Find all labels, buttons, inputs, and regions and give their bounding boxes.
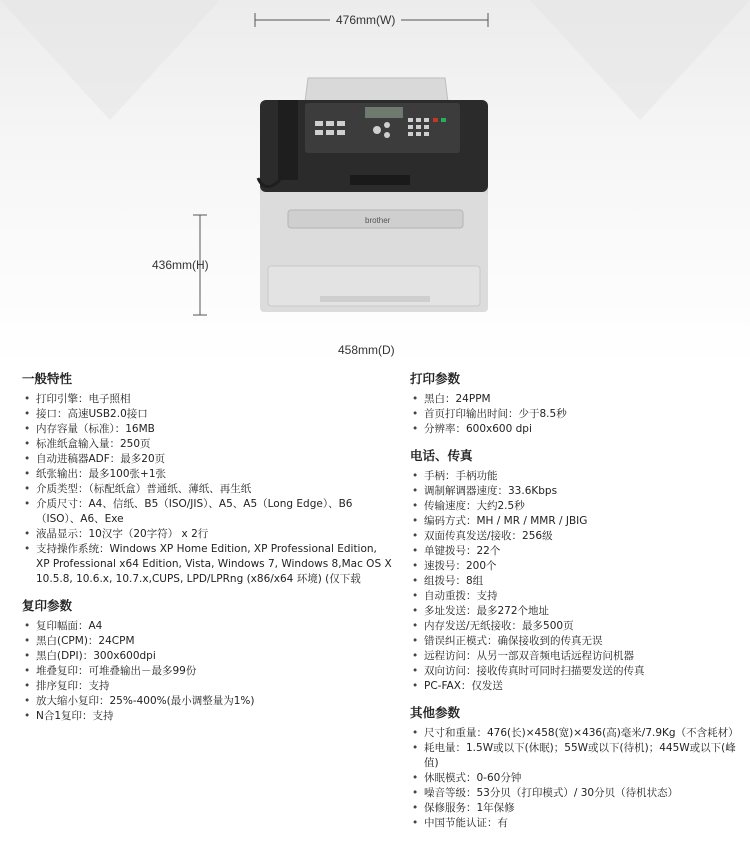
spec-item: • 双面传真发送/接收：256级 xyxy=(410,529,740,544)
spec-item: • 放大缩小复印：25%-400%(最小调整量为1%) xyxy=(22,694,392,709)
spec-item: • 标准纸盒输入量：250页 xyxy=(22,437,392,452)
spec-item: • 速拨号：200个 xyxy=(410,559,740,574)
spec-item: • 介质尺寸：A4、信纸、B5（ISO/JIS）、A5、A5（Long Edge）、B6（ISO）、A6、Exe xyxy=(22,497,392,527)
spec-item: • 自动重拨：支持 xyxy=(410,589,740,604)
product-image-area xyxy=(0,0,750,365)
right-column xyxy=(410,370,740,835)
section-copy xyxy=(22,597,392,724)
depth-label: 458mm(D) xyxy=(338,343,395,357)
spec-item: • 内存容量（标准）：16MB xyxy=(22,422,392,437)
spec-item: • 尺寸和重量：476(长)×458(宽)×436(高)毫米/7.9Kg（不含耗材） xyxy=(410,726,740,741)
spec-item: • 复印幅面：A4 xyxy=(22,619,392,634)
spec-item: • 分辨率：600x600 dpi xyxy=(410,422,740,437)
section-title: 其他参数 xyxy=(410,705,461,720)
section-general xyxy=(22,370,392,587)
spec-item: • 纸张输出：最多100张+1张 xyxy=(22,467,392,482)
section-title: 打印参数 xyxy=(410,371,461,386)
brand-logo: brother xyxy=(365,216,391,225)
spec-item: • N合1复印：支持 xyxy=(22,709,392,724)
spec-item: • 单键拨号：22个 xyxy=(410,544,740,559)
height-label: 436mm(H) xyxy=(152,258,209,272)
section-title: 一般特性 xyxy=(22,371,73,386)
spec-item: • 双向访问：接收传真时可同时扫描要发送的传真 xyxy=(410,664,740,679)
width-label: 476mm(W) xyxy=(330,13,401,27)
spec-item: • 黑白：24PPM xyxy=(410,392,740,407)
left-column xyxy=(22,370,392,728)
section-other xyxy=(410,704,740,831)
spec-item: • 休眠模式：0-60分钟 xyxy=(410,771,740,786)
spec-item: • 手柄：手柄功能 xyxy=(410,469,740,484)
spec-item: • 接口：高速USB2.0接口 xyxy=(22,407,392,422)
spec-item: • 自动进稿器ADF：最多20页 xyxy=(22,452,392,467)
spec-item: • 错误纠正模式：确保接收到的传真无误 xyxy=(410,634,740,649)
spec-item: • 堆叠复印：可堆叠输出－最多99份 xyxy=(22,664,392,679)
spec-item: • 保修服务：1年保修 xyxy=(410,801,740,816)
spec-item: • 编码方式：MH / MR / MMR / JBIG xyxy=(410,514,740,529)
spec-item: • 耗电量：1.5W或以下(休眠)；55W或以下(待机)；445W或以下(峰值) xyxy=(410,741,740,771)
spec-item: • 黑白(DPI)：300x600dpi xyxy=(22,649,392,664)
section-fax xyxy=(410,447,740,694)
spec-item: • 液晶显示：10汉字（20字符） x 2行 xyxy=(22,527,392,542)
spec-item: • 内存发送/无纸接收：最多500页 xyxy=(410,619,740,634)
section-title: 电话、传真 xyxy=(410,448,473,463)
spec-item: • 组拨号：8组 xyxy=(410,574,740,589)
spec-item: • 打印引擎：电子照相 xyxy=(22,392,392,407)
spec-item: • 中国节能认证：有 xyxy=(410,816,740,831)
spec-item: • 噪音等级：53分贝（打印模式）/ 30分贝（待机状态） xyxy=(410,786,740,801)
spec-item: • 支持操作系统：Windows XP Home Edition, XP Professional Edition, XP Professional x64 Edition, Vista, Windows 7, Windows 8,Mac OS X 10.5.8, 10.6.x, 10.7.x,CUPS, LPD/LPRng (x86/x64 环境) (仅下载 xyxy=(22,542,392,587)
spec-item: • 调制解调器速度：33.6Kbps xyxy=(410,484,740,499)
section-title: 复印参数 xyxy=(22,598,73,613)
spec-item: • 介质类型：（标配纸盒）普通纸、薄纸、再生纸 xyxy=(22,482,392,497)
spec-item: • 传输速度：大约2.5秒 xyxy=(410,499,740,514)
spec-item: • PC-FAX：仅发送 xyxy=(410,679,740,694)
printer-image xyxy=(250,70,500,320)
spec-item: • 排序复印：支持 xyxy=(22,679,392,694)
spec-item: • 多址发送：最多272个地址 xyxy=(410,604,740,619)
section-print xyxy=(410,370,740,437)
spec-item: • 黑白(CPM)：24CPM xyxy=(22,634,392,649)
spec-item: • 首页打印输出时间：少于8.5秒 xyxy=(410,407,740,422)
spec-item: • 远程访问：从另一部双音频电话远程访问机器 xyxy=(410,649,740,664)
